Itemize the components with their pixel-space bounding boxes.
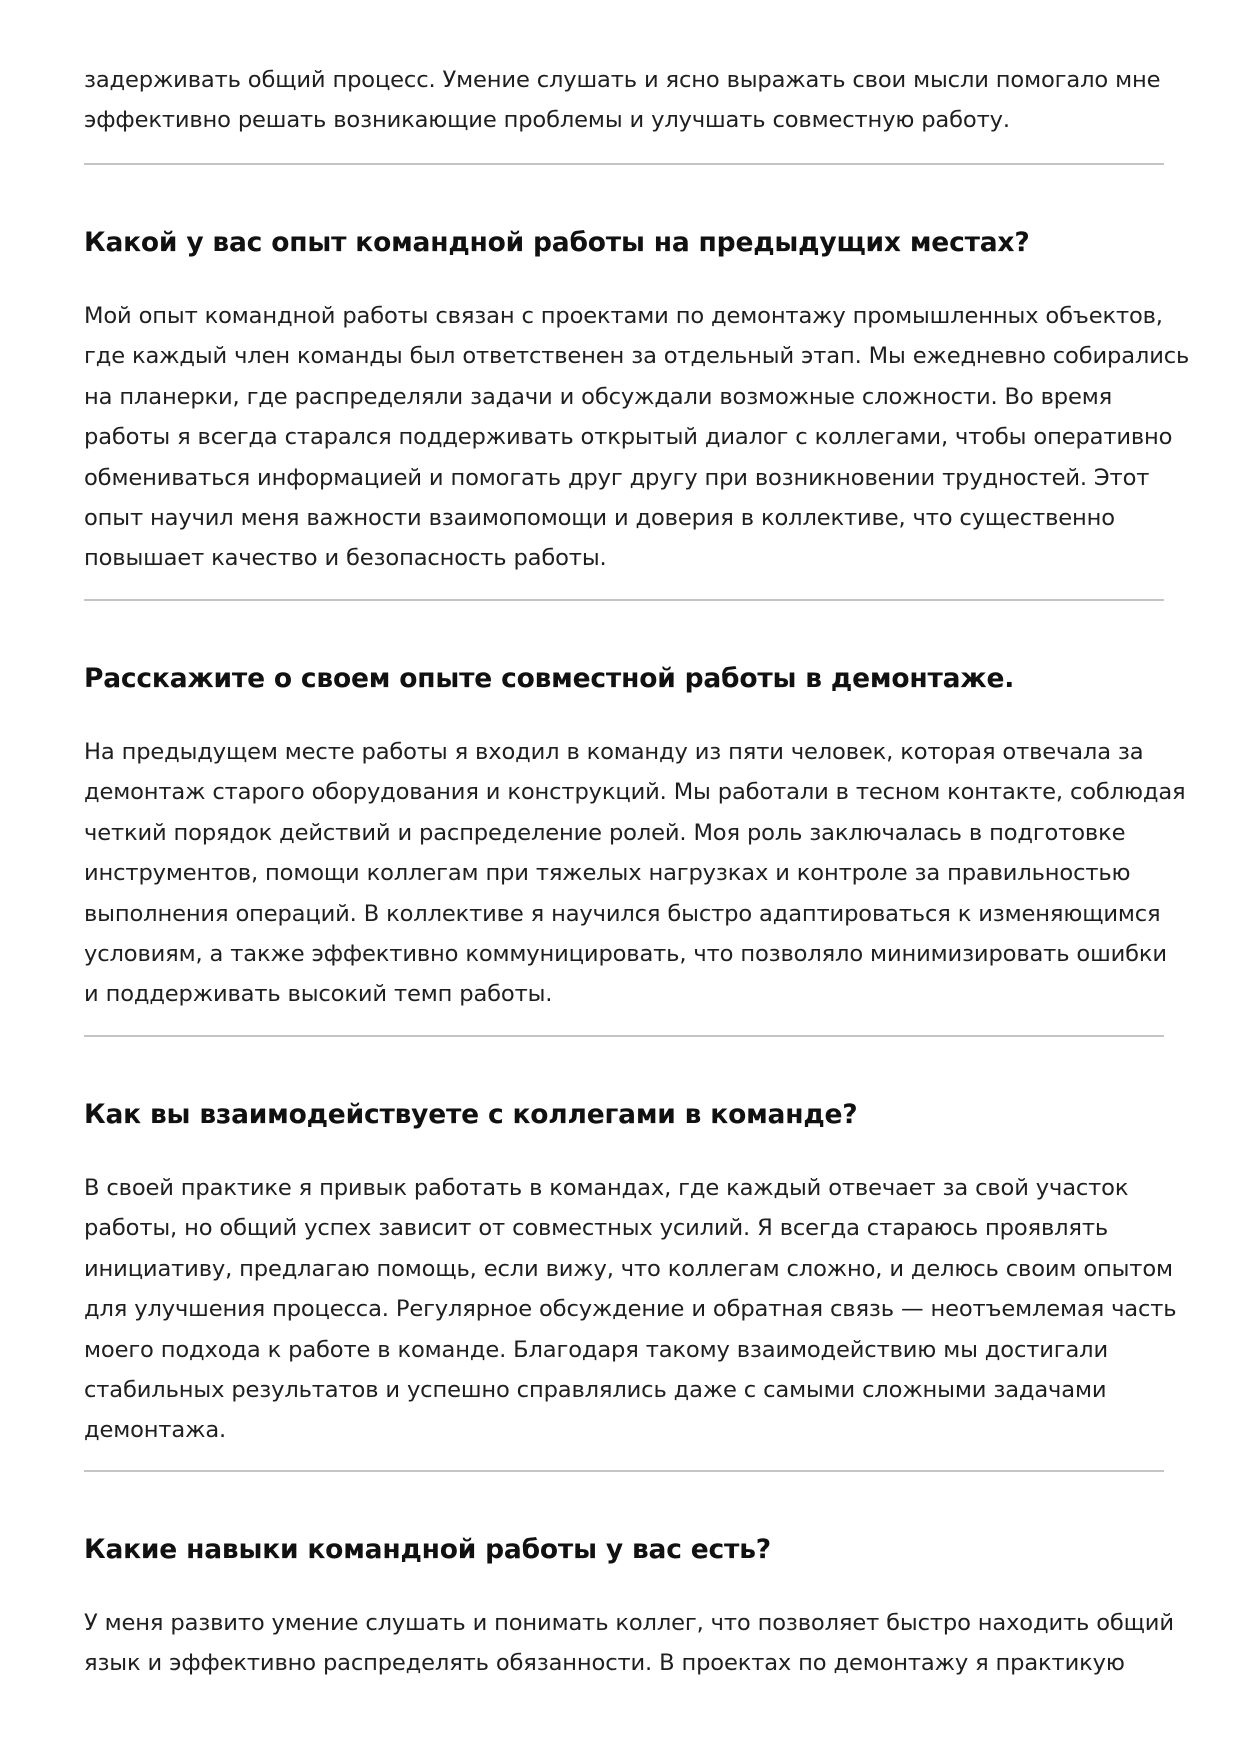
section-heading: Какие навыки командной работы у вас есть? (84, 1534, 771, 1565)
paragraph-line: задерживать общий процесс. Умение слушать и ясно выражать свои мысли помогало мне (84, 67, 1161, 93)
paragraph-line: обмениваться информацией и помогать друг другу при возникновении трудностей. Этот (84, 464, 1150, 491)
section-paragraph (84, 732, 1185, 1015)
paragraph-line: На предыдущем месте работы я входил в команду из пяти человек, которая отвечала за (84, 739, 1144, 765)
paragraph-line: моего подхода к работе в команде. Благодаря такому взаимодействию мы достигали (84, 1336, 1109, 1363)
section-divider (84, 1470, 1164, 1472)
section-paragraph (84, 296, 1189, 579)
paragraph-line: инструментов, помощи коллегам при тяжелых нагрузках и контроле за правильностью (84, 860, 1131, 887)
paragraph-line: язык и эффективно распределять обязанности. В проектах по демонтажу я практикую (84, 1650, 1125, 1677)
paragraph-line: опыт научил меня важности взаимопомощи и доверия в коллективе, что существенно (84, 505, 1115, 532)
paragraph-line: У меня развито умение слушать и понимать коллег, что позволяет быстро находить общий (84, 1610, 1174, 1636)
paragraph-line: для улучшения процесса. Регулярное обсуждение и обратная связь — неотъемлемая часть (84, 1296, 1177, 1323)
paragraph-line: и поддерживать высокий темп работы. (84, 981, 553, 1008)
paragraph-line: четкий порядок действий и распределение ролей. Моя роль заключалась в подготовке (84, 819, 1126, 846)
paragraph-line: работы, но общий успех зависит от совместных усилий. Я всегда стараюсь проявлять (84, 1215, 1109, 1242)
paragraph-line: инициативу, предлагаю помощь, если вижу, что коллегам сложно, и делюсь своим опытом (84, 1255, 1173, 1282)
paragraph-line: демонтажа. (84, 1417, 227, 1444)
section-heading: Какой у вас опыт командной работы на предыдущих местах? (84, 227, 1030, 258)
section-divider (84, 1035, 1164, 1037)
paragraph-line: эффективно решать возникающие проблемы и улучшать совместную работу. (84, 107, 1010, 134)
paragraph-line: где каждый член команды был ответственен за отдельный этап. Мы ежедневно собирались (84, 343, 1190, 370)
paragraph-line: демонтаж старого оборудования и конструкций. Мы работали в тесном контакте, соблюдая (84, 779, 1186, 806)
paragraph-line: условиям, а также эффективно коммуницировать, что позволяло минимизировать ошибки (84, 941, 1167, 968)
section-divider (84, 163, 1164, 165)
section-divider (84, 599, 1164, 601)
paragraph-line: работы я всегда старался поддерживать открытый диалог с коллегами, чтобы оперативно (84, 424, 1173, 451)
section-paragraph (84, 1168, 1176, 1451)
paragraph-line: В своей практике я привык работать в командах, где каждый отвечает за свой участок (84, 1175, 1129, 1201)
paragraph-line: на планерки, где распределяли задачи и обсуждали возможные сложности. Во время (84, 383, 1113, 410)
section-heading: Расскажите о своем опыте совместной работы в демонтаже. (84, 663, 1015, 694)
paragraph-line: повышает качество и безопасность работы. (84, 545, 607, 572)
section-paragraph (84, 1603, 1174, 1684)
paragraph-line: выполнения операций. В коллективе я научился быстро адаптироваться к изменяющимся (84, 900, 1161, 927)
intro-paragraph (84, 60, 1160, 141)
section-heading: Как вы взаимодействуете с коллегами в команде? (84, 1099, 858, 1130)
paragraph-line: стабильных результатов и успешно справлялись даже с самыми сложными задачами (84, 1377, 1107, 1404)
paragraph-line: Мой опыт командной работы связан с проектами по демонтажу промышленных объектов, (84, 303, 1163, 329)
